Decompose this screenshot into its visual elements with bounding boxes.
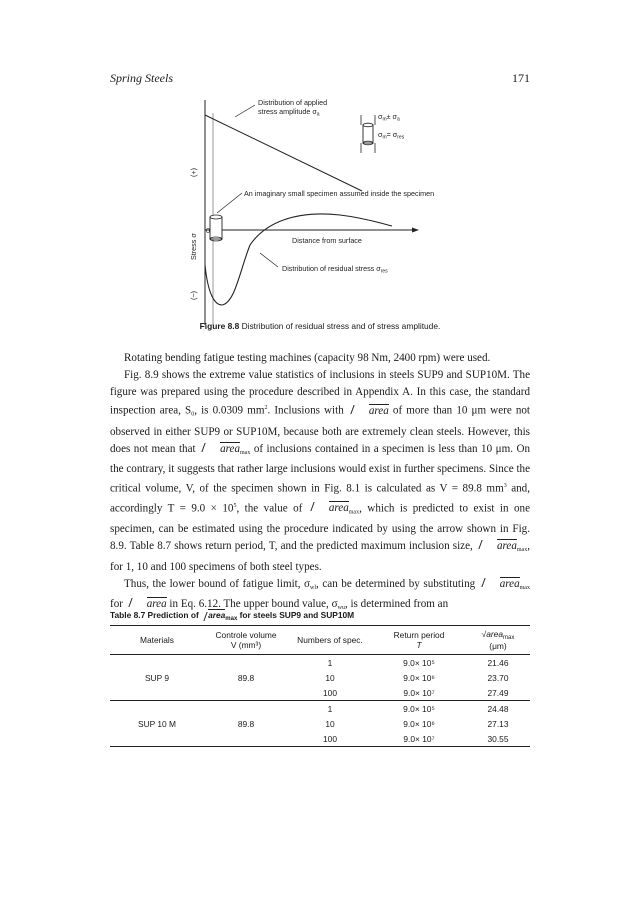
- figure-caption: [110, 321, 530, 331]
- applied-stress-line: [205, 115, 362, 191]
- label-plus: (+): [189, 168, 198, 177]
- sqrt-area: area: [348, 403, 389, 420]
- running-title: Spring Steels: [110, 71, 173, 85]
- small-specimen-icon: [210, 215, 222, 241]
- label-applied-1: Distribution of applied: [258, 98, 328, 107]
- label-sigma-pm: $\sigma_m\pm \sigma_a$: [378, 112, 400, 123]
- page-number: 171: [512, 71, 530, 85]
- table-row: 100 9.0× 10⁷ 30.55: [110, 731, 530, 747]
- leader-imaginary: [217, 193, 242, 213]
- label-imaginary: An imaginary small specimen assumed inside the specimen: [244, 189, 435, 198]
- table-row: 1 9.0× 10⁵ 24.48: [110, 701, 530, 717]
- figure-caption-number: Figure 8.8: [199, 321, 240, 331]
- specimen-stress-icon: [361, 115, 375, 153]
- paragraph-3: Thus, the lower bound of fatigue limit, $\sigma_{wl}$, can be determined by substituting area$_{max}$ for area in Eq. 6.12. The upper bound value, $\sigma_{wu}$, is determined from an: [110, 577, 530, 612]
- paragraph-1: Rotating bending fatigue testing machines (capacity 98 Nm, 2400 rpm) were used.: [124, 352, 491, 364]
- paragraph-2: Fig. 8.9 shows the extreme value statistics of inclusions in steels SUP9 and SUP10M. The figure was prepared using the procedure described in Appendix A. In this case, the standard inspection area, $S_0$, is 0.0309 $mm^2$. Inclusions with area of more than 10 μm were not observed in either SUP9 or SUP10M, because both are extremely clean steels. However, this does not mean that area$_{max}$ of inclusions contained in a specimen is less than 10 μm. On the contrary, it suggests that rather large inclusions would exist in further specimens. Since the critical volume, V, of the specimen shown in Fig. 8.1 is calculated as V = 89.8 $mm^3$ and, accordingly $T = 9.0 \times 10^5$, the value of area$_{max}$, which is predicted to exist in one specimen, can be estimated using the procedure indicated by using the arrow shown in Fig. 8.9. Table 8.7 shows return period, T, and the predicted maximum inclusion size, area$_{max}$, for 1, 10 and 100 specimens of both steel types.: [110, 368, 531, 573]
- label-applied-2: stress amplitude $\sigma_a$: [258, 107, 320, 118]
- header-volume: Controle volume V (mm³): [204, 626, 288, 655]
- label-stress-axis: Stress σ: [189, 233, 198, 260]
- leader-residual: [260, 253, 278, 267]
- body-text: [110, 350, 530, 617]
- leader-applied: [235, 105, 255, 117]
- label-residual: Distribution of residual stress $\sigma_{res}$: [282, 264, 388, 275]
- label-sigma-eq: $\sigma_m= \sigma_{res}$: [378, 130, 405, 141]
- header-materials: Materials: [110, 626, 204, 655]
- header-return-period: Return period T: [372, 626, 466, 655]
- table-row: SUP 10 M 89.8 10 9.0× 10⁶ 27.13: [137, 718, 509, 729]
- header-numbers: Numbers of spec.: [288, 626, 372, 655]
- label-minus: (−): [189, 291, 198, 300]
- label-zero: 0: [206, 226, 210, 235]
- stress-distribution-diagram: [180, 95, 500, 335]
- table-caption: Table 8.7 Prediction of area$_{max}$ for steels SUP9 and SUP10M: [110, 610, 355, 622]
- table-row: 100 9.0× 10⁷ 27.49: [323, 687, 509, 698]
- figure-caption-text: Distribution of residual stress and of stress amplitude.: [241, 321, 441, 331]
- distance-axis-arrow-icon: [412, 228, 419, 233]
- label-distance: Distance from surface: [292, 236, 362, 245]
- header-area: √area$_{max}$ (μm): [466, 626, 530, 655]
- figure-8-8: [180, 95, 500, 335]
- table-header-row: [110, 626, 530, 655]
- table-row: SUP 9 89.8 10 9.0× 10⁶ 23.70: [144, 672, 509, 683]
- table-8-7: [110, 625, 530, 747]
- sqrt-area-max: area: [199, 441, 240, 458]
- table-row: 1 9.0× 10⁵ 21.46: [327, 657, 509, 668]
- residual-stress-curve: [205, 214, 392, 305]
